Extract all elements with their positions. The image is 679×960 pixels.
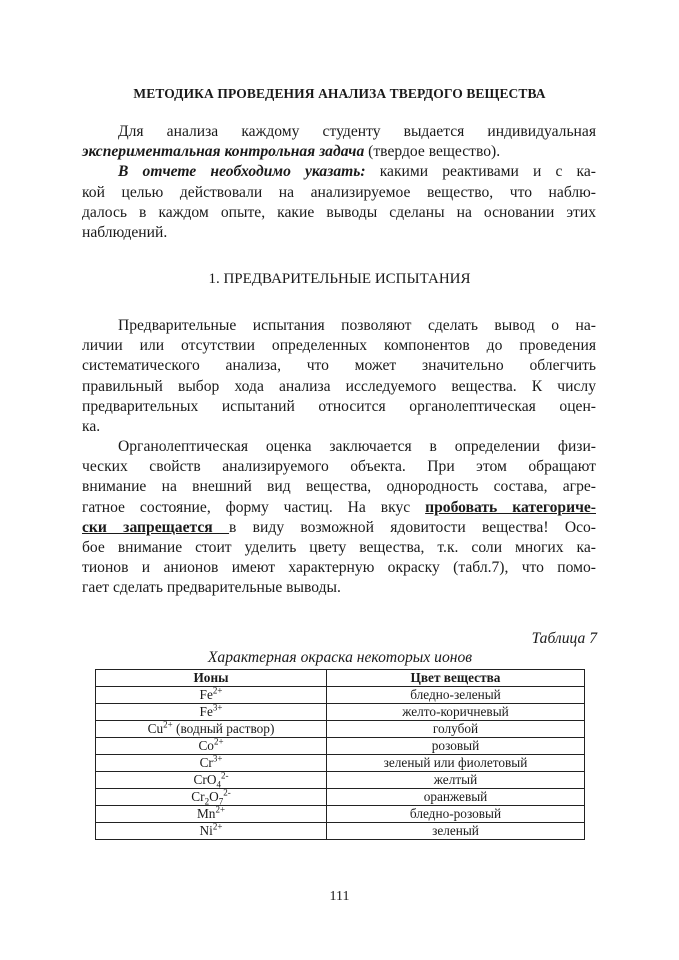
para2-line: Органолептическая оценка заключается в определении физи- bbox=[118, 438, 596, 455]
ion-cell bbox=[96, 687, 327, 704]
ion-charge: 2- bbox=[220, 770, 229, 781]
para1-line: систематического анализа, что может значительно облегчить bbox=[82, 357, 596, 375]
table-row bbox=[96, 704, 585, 721]
page-number: 111 bbox=[329, 889, 350, 904]
ion-subscript: 4 bbox=[216, 779, 221, 790]
intro-line: далось в каждом опыте, какие выводы сделаны на основании этих bbox=[82, 203, 596, 221]
color-cell: желтый bbox=[327, 772, 585, 789]
ion-charge: 3+ bbox=[212, 753, 223, 764]
ion-note: (водный раствор) bbox=[172, 721, 275, 736]
table-row bbox=[96, 789, 585, 806]
table-header-row bbox=[96, 670, 585, 687]
para1-line: правильный выбор хода анализа исследуемого вещества. К числу bbox=[82, 377, 596, 395]
color-cell: розовый bbox=[327, 738, 585, 755]
color-cell: зеленый bbox=[327, 823, 585, 840]
paragraph-preliminary bbox=[82, 316, 596, 437]
table-row bbox=[96, 755, 585, 772]
ion-formula: Co bbox=[198, 738, 214, 753]
warning-text: ски запрещается bbox=[82, 518, 230, 536]
para2-line: гает сделать предварительные выводы. bbox=[82, 579, 341, 597]
color-cell: оранжевый bbox=[327, 789, 585, 806]
color-cell: голубой bbox=[327, 721, 585, 738]
para2-text: в виду возможной ядовитости вещества! Осо- bbox=[229, 518, 597, 536]
intro-paragraph bbox=[82, 122, 596, 243]
paragraph-organoleptic bbox=[82, 437, 596, 599]
ion-cell bbox=[96, 721, 327, 738]
table-row bbox=[96, 772, 585, 789]
table-row bbox=[96, 738, 585, 755]
para2-text: гатное состояние, форму частиц. На вкус bbox=[82, 498, 426, 516]
ion-charge: 3+ bbox=[212, 702, 223, 713]
para2-line bbox=[82, 498, 596, 518]
ion-formula: Cr bbox=[199, 755, 213, 770]
para2-line: тионов и анионов имеют характерную окраску (табл.7), что помо- bbox=[82, 559, 596, 577]
table-row bbox=[96, 823, 585, 840]
color-cell: бледно-розовый bbox=[327, 806, 585, 823]
ion-subscript: 2 bbox=[204, 796, 210, 807]
ion-cell bbox=[96, 806, 327, 823]
warning-text: пробовать категориче- bbox=[425, 498, 596, 516]
ion-cell bbox=[96, 823, 327, 840]
ion-cell bbox=[96, 738, 327, 755]
para2-line: внимание на внешний вид вещества, однородность состава, агре- bbox=[82, 478, 596, 496]
intro-line: кой целью действовали на анализируемое вещество, что наблю- bbox=[82, 183, 596, 201]
intro-text: какими реактивами и с ка- bbox=[365, 163, 596, 181]
para1-line: личии или отсутствии определенных компонентов до проведения bbox=[82, 337, 596, 355]
para1-line: Предварительные испытания позволяют сделать вывод о на- bbox=[118, 317, 596, 334]
intro-text: (твердое вещество). bbox=[364, 143, 501, 161]
table-row bbox=[96, 687, 585, 704]
ion-formula: Fe bbox=[199, 704, 213, 719]
intro-line: Для анализа каждому студенту выдается индивидуальная bbox=[118, 123, 596, 140]
intro-line: наблюдений. bbox=[82, 224, 168, 242]
para2-line: бое внимание стоит уделить цвету вещества, т.к. соли многих ка- bbox=[82, 539, 596, 557]
table-caption: Характерная окраска некоторых ионов bbox=[207, 649, 473, 666]
intro-emphasis: экспериментальная контрольная задача bbox=[82, 143, 365, 161]
section-heading: 1. ПРЕДВАРИТЕЛЬНЫЕ ИСПЫТАНИЯ bbox=[208, 271, 471, 287]
page-title: МЕТОДИКА ПРОВЕДЕНИЯ АНАЛИЗА ТВЕРДОГО ВЕЩЕСТВА bbox=[133, 86, 546, 101]
para2-line bbox=[82, 518, 596, 538]
ions-color-table bbox=[95, 669, 585, 840]
ion-charge: 2+ bbox=[213, 736, 224, 747]
ion-cell bbox=[96, 755, 327, 772]
ion-charge: 2- bbox=[223, 787, 231, 798]
para1-line: ка. bbox=[82, 418, 101, 436]
para1-line: предварительных испытаний относится органолептическая оцен- bbox=[82, 397, 596, 415]
ion-cell bbox=[96, 789, 327, 806]
ion-formula: Fe bbox=[199, 687, 213, 702]
ion-cell bbox=[96, 772, 327, 789]
ion-formula: Mn bbox=[196, 806, 216, 821]
ion-charge: 2+ bbox=[215, 804, 226, 815]
header-ions: Ионы bbox=[96, 670, 327, 687]
intro-line bbox=[82, 142, 596, 162]
ion-charge: 2+ bbox=[212, 685, 223, 696]
ion-formula: Cr bbox=[191, 789, 205, 804]
ion-formula: Cu bbox=[147, 721, 164, 736]
table-row bbox=[96, 806, 585, 823]
para2-line: ческих свойств анализируемого объекта. При этом обращают bbox=[82, 458, 596, 476]
color-cell: бледно-зеленый bbox=[327, 687, 585, 704]
table-row bbox=[96, 721, 585, 738]
table-body bbox=[96, 687, 585, 840]
ion-subscript: 7 bbox=[218, 796, 224, 807]
ion-cell bbox=[96, 704, 327, 721]
header-color: Цвет вещества bbox=[327, 670, 585, 687]
ion-formula: CrO bbox=[193, 772, 217, 787]
table-number: Таблица 7 bbox=[531, 630, 597, 647]
ion-formula: Ni bbox=[199, 823, 213, 838]
intro-line bbox=[82, 162, 596, 182]
ion-charge: 2+ bbox=[212, 821, 223, 832]
color-cell: желто-коричневый bbox=[327, 704, 585, 721]
ion-formula: O bbox=[209, 789, 219, 804]
color-cell: зеленый или фиолетовый bbox=[327, 755, 585, 772]
ion-charge: 2+ bbox=[163, 719, 173, 730]
intro-emphasis: В отчете необходимо указать: bbox=[118, 163, 366, 181]
